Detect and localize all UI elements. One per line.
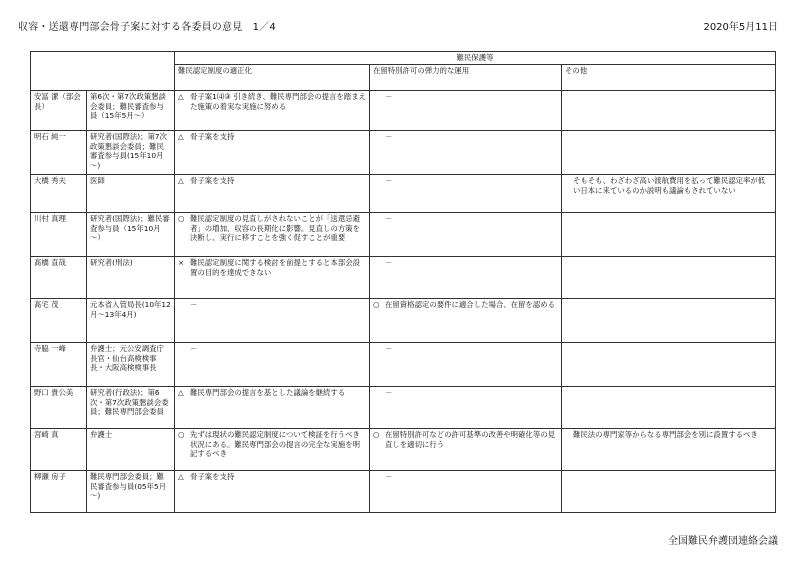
- group-header: 難民保護等: [175, 52, 776, 65]
- opinion-cell-c1: [175, 174, 370, 212]
- member-role: 研究者(刑法): [87, 256, 175, 298]
- opinion-content: [178, 300, 366, 310]
- opinion-cell-other: [562, 174, 776, 212]
- opinion-content: [373, 176, 558, 186]
- opinion-cell-other: [562, 212, 776, 256]
- opinion-content: [373, 258, 558, 268]
- opinion-content: [178, 430, 366, 459]
- opinion-content: [373, 132, 558, 142]
- opinion-text: －: [385, 131, 393, 141]
- header-row-group: [31, 52, 776, 65]
- opinion-text: －: [385, 213, 393, 223]
- opinion-text: 骨子案を支持: [190, 131, 235, 141]
- member-role: 研究者(行政法)；第6次・第7次政策懇談会委員；難民専門部会委員: [87, 386, 175, 428]
- opinion-content: [178, 92, 366, 112]
- column-header: 在留特別許可の弾力的な運用: [370, 64, 562, 90]
- document-date: 2020年5月11日: [703, 22, 778, 33]
- opinion-text: 難民認定制度の見直しがされないことが「送還忌避者」の増加、収容の長期化に影響。見直しの方策を決断し、実行に移すことを強く促すことが重要: [190, 213, 360, 243]
- member-name: 寺脇 一峰: [31, 342, 87, 386]
- member-role: 研究者(国際法)；難民審査参与員（15年10月～）: [87, 212, 175, 256]
- opinion-cell-c2: [370, 90, 562, 130]
- evaluation-mark: [373, 258, 385, 268]
- member-role: 弁護士: [87, 428, 175, 470]
- member-role: 研究者(国際法)；第7次政策懇談会委員；難民審査参与員(15年10月～): [87, 130, 175, 174]
- opinion-text: 在留特別許可などの許可基準の改善や明確化等の見直しを適切に行う: [385, 429, 555, 449]
- member-role: 医師: [87, 174, 175, 212]
- opinion-cell-c1: [175, 298, 370, 342]
- column-header: その他: [562, 64, 776, 90]
- opinion-text: －: [190, 343, 198, 353]
- evaluation-mark: ○: [373, 429, 380, 439]
- evaluation-mark: ○: [178, 429, 185, 439]
- document-title: 収容・送還専門部会骨子案に対する各委員の意見 1／4: [18, 22, 276, 33]
- member-name: 安冨 潔（部会長）: [31, 90, 87, 130]
- table-row: [31, 298, 776, 342]
- opinion-cell-c1: [175, 212, 370, 256]
- evaluation-mark: △: [178, 387, 184, 397]
- column-header: 難民認定制度の適正化: [175, 64, 370, 90]
- footer-organization: 全国難民弁護団連絡会議: [668, 536, 778, 547]
- member-name: 宮崎 真: [31, 428, 87, 470]
- opinion-content: [178, 388, 366, 398]
- table-row: [31, 386, 776, 428]
- opinion-cell-other: [562, 342, 776, 386]
- member-name: 柳瀬 房子: [31, 470, 87, 512]
- table-row: [31, 130, 776, 174]
- opinion-cell-c1: [175, 342, 370, 386]
- other-opinion-text: そもそも、わざわざ高い渡航費用を払って難民認定率が低い日本に来ているのか説明も議論もされていない: [573, 175, 766, 195]
- opinion-text: －: [385, 175, 393, 185]
- evaluation-mark: [373, 214, 385, 224]
- member-name: 髙宅 茂: [31, 298, 87, 342]
- opinion-content: [178, 132, 366, 142]
- opinion-cell-other: [562, 470, 776, 512]
- evaluation-mark: △: [178, 91, 184, 101]
- opinion-cell-c1: [175, 386, 370, 428]
- opinion-cell-c2: [370, 174, 562, 212]
- opinion-cell-c2: [370, 386, 562, 428]
- member-role: 難民専門部会委員；難民審査参与員(05年5月～): [87, 470, 175, 512]
- opinion-content: [178, 258, 366, 278]
- opinion-text: 難民認定制度に関する検討を前提とすると本部会設置の目的を達成できない: [190, 257, 360, 277]
- opinion-cell-other: [562, 90, 776, 130]
- opinion-text: －: [385, 257, 393, 267]
- table-row: [31, 256, 776, 298]
- opinion-content: [178, 214, 366, 243]
- member-name: 髙橋 直哉: [31, 256, 87, 298]
- table-row: [31, 342, 776, 386]
- evaluation-mark: [178, 300, 190, 310]
- opinion-cell-c2: [370, 342, 562, 386]
- opinion-text: －: [385, 343, 393, 353]
- opinion-cell-c1: [175, 130, 370, 174]
- evaluation-mark: [178, 344, 190, 354]
- evaluation-mark: △: [178, 131, 184, 141]
- opinion-content: [373, 300, 558, 310]
- opinion-cell-c2: [370, 298, 562, 342]
- table-row: [31, 174, 776, 212]
- opinion-content: [373, 92, 558, 102]
- opinion-table: [30, 51, 776, 513]
- opinion-cell-other: [562, 386, 776, 428]
- opinion-text: 在留資格認定の要件に適合した場合、在留を認める: [385, 299, 555, 309]
- opinion-content: [178, 472, 366, 482]
- evaluation-mark: [373, 388, 385, 398]
- opinion-content: [373, 388, 558, 398]
- evaluation-mark: △: [178, 471, 184, 481]
- member-name: 明石 純一: [31, 130, 87, 174]
- opinion-text: 骨子案を支持: [190, 471, 235, 481]
- evaluation-mark: ○: [373, 299, 380, 309]
- opinion-cell-other: [562, 298, 776, 342]
- opinion-cell-c1: [175, 428, 370, 470]
- evaluation-mark: [373, 472, 385, 482]
- opinion-cell-other: [562, 428, 776, 470]
- opinion-content: [373, 430, 558, 450]
- member-role: 第6次・第7次政策懇談会委員；難民審査参与員（15年5月～）: [87, 90, 175, 130]
- opinion-text: 先ずは現状の難民認定制度について検証を行うべき状況にある。難民専門部会の提言の完全な実施を明記するべき: [190, 429, 360, 459]
- evaluation-mark: [373, 92, 385, 102]
- header-blank-cell: [31, 52, 175, 91]
- opinion-text: －: [385, 387, 393, 397]
- opinion-text: 骨子案を支持: [190, 175, 235, 185]
- evaluation-mark: ×: [178, 257, 185, 267]
- opinion-text: －: [190, 299, 198, 309]
- evaluation-mark: ○: [178, 213, 185, 223]
- opinion-content: [373, 472, 558, 482]
- evaluation-mark: [373, 344, 385, 354]
- opinion-cell-other: [562, 256, 776, 298]
- other-opinion-text: 難民法の専門家等からなる専門部会を別に設置するべき: [573, 429, 758, 439]
- opinion-cell-other: [562, 130, 776, 174]
- opinion-cell-c1: [175, 470, 370, 512]
- evaluation-mark: [373, 176, 385, 186]
- opinion-content: [373, 344, 558, 354]
- opinion-cell-c1: [175, 256, 370, 298]
- opinion-cell-c2: [370, 130, 562, 174]
- member-name: 大橋 秀夫: [31, 174, 87, 212]
- table-row: [31, 90, 776, 130]
- table-row: [31, 428, 776, 470]
- opinion-content: [373, 214, 558, 224]
- opinion-text: －: [385, 471, 393, 481]
- member-role: 弁護士；元公安調査庁長官・仙台高検検事長・大阪高検検事長: [87, 342, 175, 386]
- evaluation-mark: [373, 132, 385, 142]
- opinion-cell-c2: [370, 428, 562, 470]
- table-row: [31, 470, 776, 512]
- opinion-content: [178, 344, 366, 354]
- table-row: [31, 212, 776, 256]
- member-name: 川村 真理: [31, 212, 87, 256]
- opinion-cell-c2: [370, 212, 562, 256]
- opinion-cell-c2: [370, 256, 562, 298]
- opinion-text: 難民専門部会の提言を基とした議論を継続する: [190, 387, 346, 397]
- opinion-content: [178, 176, 366, 186]
- opinion-cell-c2: [370, 470, 562, 512]
- member-role: 元本省入管局長(10年12月～13年4月): [87, 298, 175, 342]
- member-name: 野口 貴公美: [31, 386, 87, 428]
- opinion-cell-c1: [175, 90, 370, 130]
- opinion-text: －: [385, 91, 393, 101]
- evaluation-mark: △: [178, 175, 184, 185]
- opinion-text: 骨子案1⑷③ 引き続き、難民専門部会の提言を踏まえた施策の着実な実施に努める: [190, 91, 366, 111]
